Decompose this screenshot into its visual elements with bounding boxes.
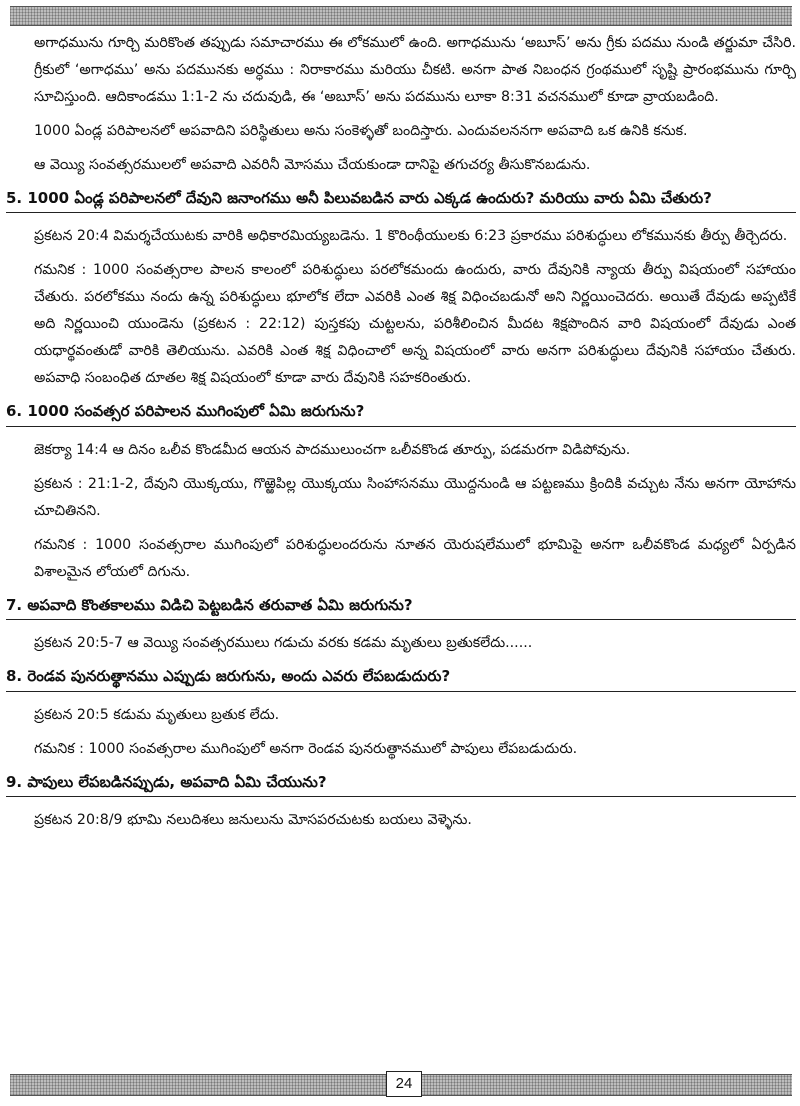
answer-paragraph: ప్రకటన 20:4 విమర్శచేయుటకు వారికి అధికారమియ్యబడెను. 1 కొరింథీయులకు 6:23 ప్రకారము పరిశుద్ధులు లోకమునకు తీర్పు తీర్చెదరు. — [34, 228, 788, 245]
question-heading-9: 9. పాపులు లేపబడినప్పుడు, అపవాది ఏమి చేయును? — [6, 771, 796, 798]
answer-paragraph: ప్రకటన 20:5-7 ఆ వెయ్యి సంవత్సరములు గడుచు వరకు కడమ మృతులు బ్రతుకలేదు...... — [34, 635, 533, 652]
question-heading-8: 8. రెండవ పునరుత్థానము ఎప్పుడు జరుగును, అందు ఎవరు లేపబడుదురు? — [6, 665, 796, 692]
answer-paragraph: ప్రకటన 20:8/9 భూమి నలుదిశలు జనులును మోసపరచుటకు బయలు వెళ్ళెను. — [34, 812, 472, 829]
page-content — [6, 30, 796, 841]
note-paragraph: గమనిక : 1000 సంవత్సరాల ముగింపులో పరిశుద్ధులందరును నూతన యెరుషలేములో భూమిపై అనగా ఒలీవకొండ మధ్యలో ఏర్పడిన విశాలమైన లోయలో దిగును. — [34, 536, 796, 580]
header-pattern-band — [10, 6, 792, 26]
answer-paragraph: ప్రకటన : 21:1-2, దేవుని యొక్కయు, గొఱ్ఱెపిల్ల యొక్కయు సింహాసనము యొద్దనుండి ఆ పట్టణము క్రిందికి వచ్చుట నేను అనగా యోహాను చూచితినని. — [34, 475, 796, 519]
intro-paragraph: 1000 ఏండ్ల పరిపాలనలో అపవాదిని పరిస్థితులు అను సంకెళ్ళతో బందిస్తారు. ఎందువలననగా అపవాది ఒక ఉనికి కనుక. — [34, 122, 688, 139]
note-paragraph: గమనిక : 1000 సంవత్సరాల ముగింపులో అనగా రెండవ పునరుత్థానములో పాపులు లేపబడుదురు. — [34, 740, 578, 757]
intro-paragraph: ఆ వెయ్యి సంవత్సరములలో అపవాది ఎవరినీ మోసము చేయకుండా దానిపై తగుచర్య తీసుకొనబడును. — [34, 156, 591, 173]
question-heading-7: 7. అపవాది కొంతకాలము విడిచి పెట్టబడిన తరువాత ఏమి జరుగును? — [6, 594, 796, 621]
question-heading-6: 6. 1000 సంవత్సర పరిపాలన ముగింపులో ఏమి జరుగును? — [6, 400, 796, 427]
page-number: 24 — [386, 1071, 422, 1097]
answer-paragraph: ప్రకటన 20:5 కడుమ మృతులు బ్రతుక లేదు. — [34, 706, 280, 723]
question-heading-5: 5. 1000 ఏండ్ల పరిపాలనలో దేవుని జనాంగము అనీ పిలువబడిన వారు ఎక్కడ ఉందురు? మరియు వారు ఏమి చేతురు? — [6, 187, 796, 214]
note-paragraph: గమనిక : 1000 సంవత్సరాల పాలన కాలంలో పరిశుద్ధులు పరలోకమందు ఉందురు, వారు దేవునికి న్యాయ తీర్పు విషయంలో సహాయం చేతురు. పరలోకము నందు ఉన్న పరిశుద్ధులు భూలోక లేదా ఎవరికి ఎంత శిక్ష విధించబడునో అని నిర్ణయించెదరు. అయితే దేవుడు అప్పటికే అది నిర్ణయించి యుండెను (ప్రకటన : 22:12) పుస్తకపు చుట్టలను, పరిశీలించిన మీదట శిక్షపొందిన వారి విషయంలో దేవుడు ఎంత యధార్థవంతుడో వారికి తెలియును. ఎవరికి ఎంత శిక్ష విధించాలో అన్న విషయంలో వారు అనగా పరిశుద్ధులు దేవునికి సహాయం చేతురు. అపవాధి సంబంధిత దూతల శిక్ష విషయంలో కూడా వారు దేవునికి సహకరింతురు. — [34, 262, 796, 387]
answer-paragraph: జెకర్యా 14:4 ఆ దినం ఒలీవ కొండమీద ఆయన పాదములుంచగా ఒలీవకొండ తూర్పు, పడమరగా విడిపోవును. — [34, 441, 631, 458]
intro-paragraph: అగాధమును గూర్చి మరికొంత తప్పుడు సమాచారము ఈ లోకములో ఉంది. అగాధమును ‘అబూస్’ అను గ్రీకు పదము నుండి తర్జుమా చేసిరి. గ్రీకులో ‘అగాధము’ అను పదమునకు అర్ధము : నిరాకారము మరియు చీకటి. అనగా పాత నిబంధన గ్రంథములో సృష్టి ప్రారంభమును గూర్చి సూచిస్తుంది. ఆదికాండము 1:1-2 ను చదువుడి, ఈ ‘అబూస్’ అను పదమును లూకా 8:31 వచనములో కూడా వ్రాయబడింది. — [34, 35, 796, 105]
